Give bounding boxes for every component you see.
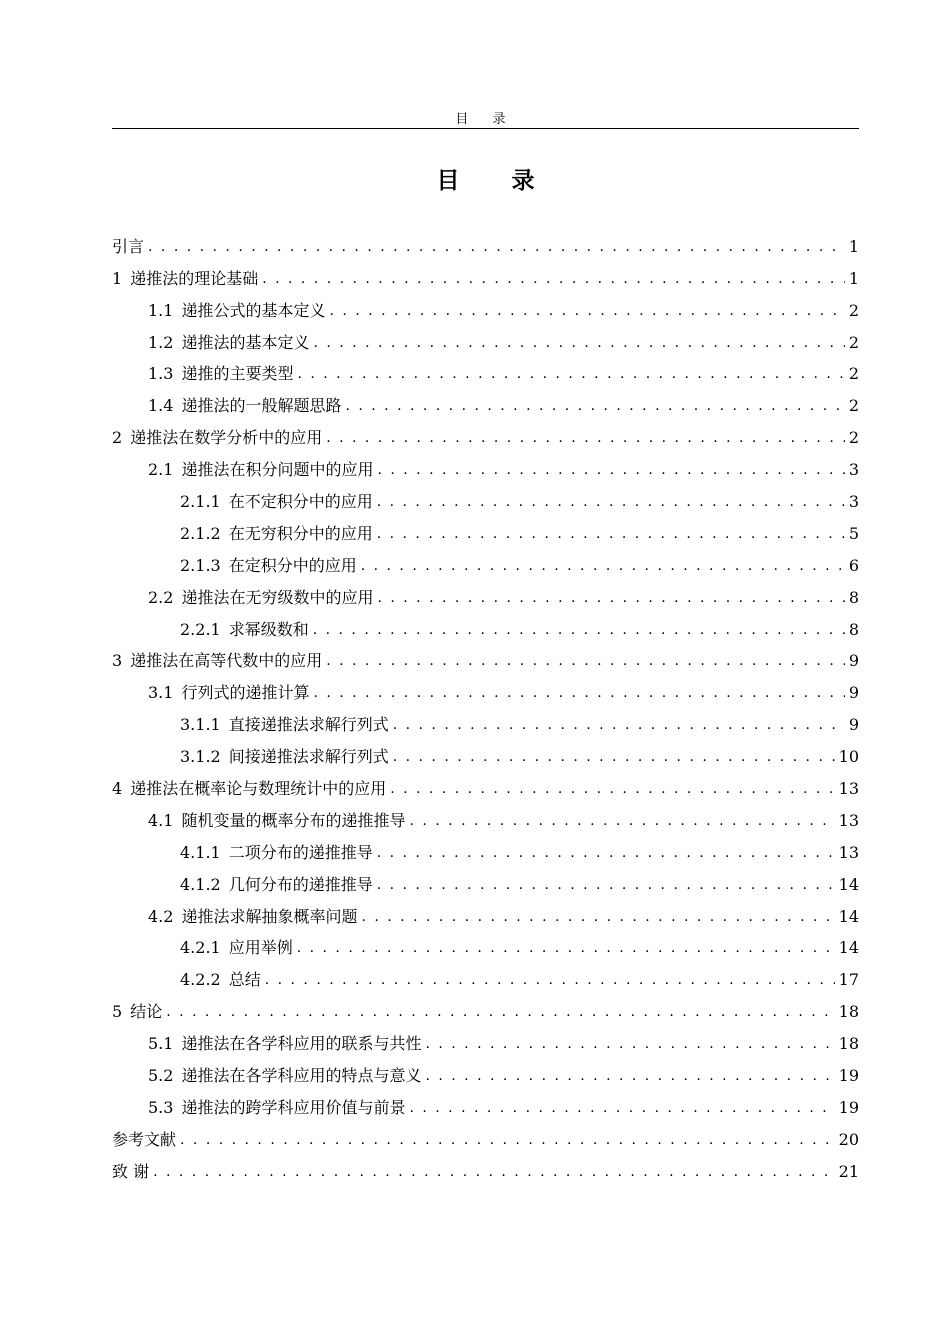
toc-entry-label [148,460,373,480]
toc-entry-page: 5 [848,523,859,543]
toc-entry-label [112,269,258,289]
toc-entry-page: 1 [848,236,859,256]
toc-leader-dots [345,396,844,416]
toc-leader-dots [377,460,844,480]
toc-entry[interactable] [112,480,859,512]
toc-entry-number: 2.2 [148,587,174,607]
toc-entry[interactable] [112,990,859,1022]
toc-entry-text: 参考文献 [112,1129,177,1149]
toc-entry-number: 3.1.1 [180,715,221,735]
toc-entry-page: 10 [838,747,859,767]
toc-entry-page: 9 [848,651,859,671]
toc-entry[interactable] [112,703,859,735]
toc-entry-page: 14 [838,906,859,926]
toc-leader-dots [377,492,845,512]
toc-entry-page: 9 [848,715,859,735]
toc-entry[interactable] [112,416,859,448]
toc-entry-label [180,524,373,544]
toc-entry-text: 求幂级数和 [228,619,309,639]
toc-entry-number: 4.1 [148,810,174,830]
toc-entry-page: 3 [848,460,859,480]
toc-entry-number: 5.3 [148,1097,174,1117]
toc-entry-label [112,1002,162,1022]
toc-entry[interactable] [112,927,859,959]
toc-entry-page: 2 [848,396,859,416]
toc-entry-number: 4 [112,779,123,799]
header-rule [112,128,859,129]
toc-leader-dots [297,364,844,384]
toc-leader-dots [425,1066,834,1086]
toc-entry-page: 14 [838,874,859,894]
toc-entry-number: 1 [112,268,123,288]
toc-entry-label [148,811,405,831]
toc-leader-dots [390,779,834,799]
page-title: 目 录 [436,168,557,194]
toc-entry[interactable] [112,257,859,289]
toc-entry-label [148,907,357,927]
table-of-contents [112,225,859,1182]
toc-entry[interactable] [112,384,859,416]
toc-leader-dots [377,588,844,608]
toc-leader-dots [409,811,834,831]
toc-leader-dots [409,1098,834,1118]
running-header: 目 录 [455,112,516,127]
toc-entry-text: 在无穷积分中的应用 [228,523,373,543]
toc-leader-dots [377,524,845,544]
toc-entry[interactable] [112,321,859,353]
toc-entry[interactable] [112,1118,859,1150]
toc-leader-dots [393,747,835,767]
toc-leader-dots [377,875,835,895]
toc-entry-label [180,938,293,958]
toc-entry-page: 21 [838,1161,859,1181]
toc-entry-text: 递推法的一般解题思路 [181,396,342,416]
toc-entry-text: 直接递推法求解行列式 [228,715,389,735]
toc-leader-dots [326,651,845,671]
toc-entry-label [148,396,341,416]
toc-entry[interactable] [112,512,859,544]
toc-entry-text: 二项分布的递推推导 [228,842,373,862]
toc-entry-page: 8 [848,587,859,607]
toc-entry-number: 1.3 [148,364,174,384]
toc-entry-text: 应用举例 [228,938,293,958]
toc-entry-label [180,747,389,767]
toc-entry-number: 2.1.1 [180,492,221,512]
toc-entry[interactable] [112,448,859,480]
toc-leader-dots [313,333,844,353]
toc-entry-page: 8 [848,619,859,639]
toc-leader-dots [393,715,845,735]
toc-entry-text: 递推法在无穷级数中的应用 [181,587,374,607]
toc-entry-text: 致 谢 [112,1161,150,1181]
toc-entry-label [148,333,309,353]
toc-entry-text: 递推法在各学科应用的联系与共性 [181,1034,422,1054]
toc-entry[interactable] [112,289,859,321]
toc-entry[interactable] [112,1054,859,1086]
toc-entry-number: 5.1 [148,1034,174,1054]
toc-entry[interactable] [112,608,859,640]
toc-leader-dots [313,620,845,640]
toc-entry-label [148,588,373,608]
toc-entry-label [180,875,373,895]
toc-entry[interactable] [112,863,859,895]
toc-entry-page: 14 [838,938,859,958]
toc-entry-label [148,1098,405,1118]
toc-entry-label [148,683,309,703]
toc-entry[interactable] [112,640,859,672]
toc-entry-page: 13 [838,842,859,862]
toc-entry[interactable] [112,353,859,385]
toc-entry-text: 总结 [228,970,261,990]
toc-entry-page: 2 [848,332,859,352]
toc-leader-dots [329,301,844,321]
toc-leader-dots [166,1002,834,1022]
toc-entry-number: 2.1 [148,460,174,480]
toc-entry-text: 间接递推法求解行列式 [228,747,389,767]
toc-leader-dots [148,237,845,257]
toc-entry-text: 递推法的基本定义 [181,332,310,352]
toc-entry-number: 5.2 [148,1066,174,1086]
toc-entry-label [112,428,322,448]
toc-leader-dots [313,683,844,703]
toc-entry-text: 随机变量的概率分布的递推推导 [181,810,406,830]
toc-entry[interactable] [112,831,859,863]
toc-entry-text: 引言 [112,236,145,256]
toc-entry-label [180,970,261,990]
toc-entry-text: 递推法求解抽象概率问题 [181,906,358,926]
toc-entry-label [112,779,386,799]
toc-entry-number: 3.1 [148,683,174,703]
toc-leader-dots [153,1162,835,1182]
toc-entry-page: 20 [838,1129,859,1149]
toc-entry-page: 2 [848,300,859,320]
toc-entry[interactable] [112,225,859,257]
toc-entry[interactable] [112,671,859,703]
toc-leader-dots [425,1034,834,1054]
toc-entry[interactable] [112,895,859,927]
toc-entry-number: 1.2 [148,332,174,352]
toc-entry-text: 行列式的递推计算 [181,683,310,703]
toc-entry-label [112,1162,149,1182]
toc-entry-text: 递推法的理论基础 [130,268,259,288]
toc-leader-dots [297,938,835,958]
toc-entry-page: 3 [848,492,859,512]
toc-entry[interactable] [112,799,859,831]
toc-entry-text: 递推法在概率论与数理统计中的应用 [130,779,387,799]
toc-entry-text: 递推法在积分问题中的应用 [181,460,374,480]
toc-entry-number: 4.2.1 [180,938,221,958]
toc-entry-number: 4.2.2 [180,970,221,990]
toc-entry-label [148,1034,421,1054]
toc-leader-dots [265,970,835,990]
toc-entry-page: 9 [848,683,859,703]
toc-entry-number: 2.1.3 [180,555,221,575]
toc-leader-dots [377,843,835,863]
toc-entry[interactable] [112,544,859,576]
toc-entry-label [180,620,309,640]
toc-entry-label [112,237,144,257]
toc-entry[interactable] [112,576,859,608]
toc-entry-number: 3.1.2 [180,747,221,767]
toc-entry-text: 递推法在各学科应用的特点与意义 [181,1066,422,1086]
toc-entry-number: 3 [112,651,123,671]
toc-entry-page: 13 [838,810,859,830]
toc-entry-number: 5 [112,1002,123,1022]
toc-entry-label [180,843,373,863]
toc-entry-page: 17 [838,970,859,990]
toc-entry-label [180,556,357,576]
toc-entry-number: 2.2.1 [180,619,221,639]
toc-entry-label [112,1130,176,1150]
toc-entry[interactable] [112,1086,859,1118]
toc-entry-number: 4.2 [148,906,174,926]
toc-entry-label [148,364,293,384]
toc-entry-text: 递推公式的基本定义 [181,300,326,320]
toc-entry-label [180,492,373,512]
toc-leader-dots [326,428,845,448]
toc-leader-dots [180,1130,835,1150]
toc-entry-number: 4.1.2 [180,874,221,894]
toc-entry[interactable] [112,1022,859,1054]
toc-entry-page: 2 [848,428,859,448]
toc-entry-text: 几何分布的递推推导 [228,874,373,894]
toc-entry[interactable] [112,767,859,799]
toc-entry-label [180,715,389,735]
toc-entry-text: 在定积分中的应用 [228,555,357,575]
toc-entry-page: 6 [848,555,859,575]
toc-entry-page: 19 [838,1066,859,1086]
toc-entry-text: 递推法在数学分析中的应用 [130,428,323,448]
toc-entry[interactable] [112,958,859,990]
toc-leader-dots [361,556,845,576]
toc-entry-page: 1 [848,268,859,288]
toc-entry-number: 1.1 [148,300,174,320]
toc-entry-page: 18 [838,1034,859,1054]
toc-entry-text: 递推法在高等代数中的应用 [130,651,323,671]
toc-entry-page: 2 [848,364,859,384]
toc-entry-label [148,301,325,321]
toc-entry-text: 递推的主要类型 [181,364,294,384]
toc-entry-text: 结论 [130,1002,163,1022]
toc-entry-number: 2.1.2 [180,523,221,543]
toc-entry-text: 在不定积分中的应用 [228,492,373,512]
toc-entry-label [112,651,322,671]
toc-leader-dots [262,269,845,289]
toc-entry-page: 18 [838,1002,859,1022]
toc-entry-text: 递推法的跨学科应用价值与前景 [181,1097,406,1117]
toc-entry[interactable] [112,1150,859,1182]
toc-entry-number: 4.1.1 [180,842,221,862]
toc-entry-number: 1.4 [148,396,174,416]
toc-leader-dots [361,907,834,927]
toc-entry-page: 13 [838,779,859,799]
toc-entry[interactable] [112,735,859,767]
toc-entry-number: 2 [112,428,123,448]
toc-entry-page: 19 [838,1097,859,1117]
toc-entry-label [148,1066,421,1086]
